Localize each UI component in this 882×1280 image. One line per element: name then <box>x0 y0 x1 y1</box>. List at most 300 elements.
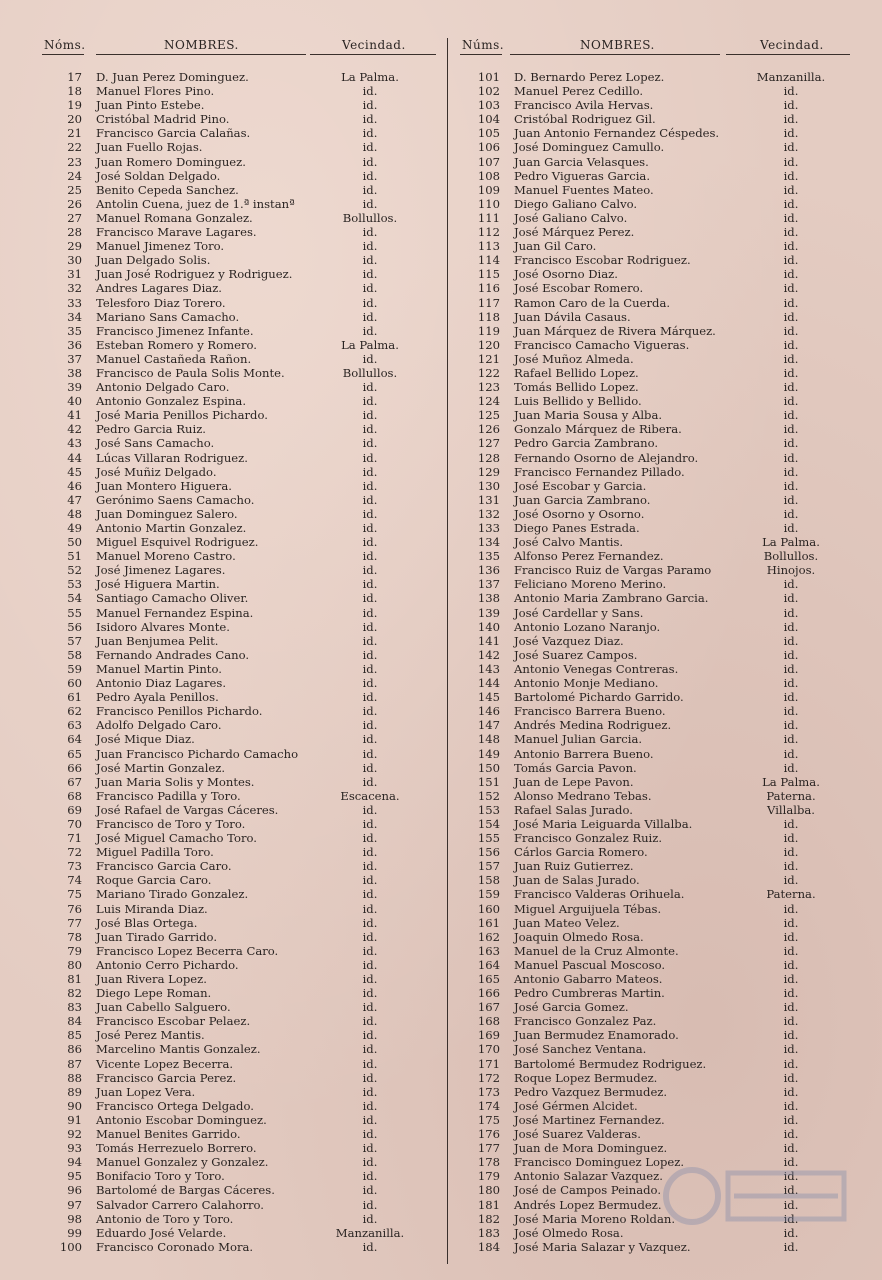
vecindad-value: id. <box>362 1127 378 1142</box>
table-row <box>40 859 450 873</box>
person-name: Alfonso Perez Fernandez. <box>514 549 664 564</box>
vecindad-value: id. <box>362 873 378 888</box>
row-number: 113 <box>477 239 500 254</box>
person-name: José Márquez Perez. <box>514 225 635 240</box>
table-row <box>458 451 868 465</box>
table-row <box>458 1212 868 1226</box>
table-row <box>458 253 868 267</box>
vecindad-value: id. <box>362 267 378 282</box>
person-name: José Muñoz Almeda. <box>514 351 634 366</box>
vecindad-value: id. <box>362 1211 378 1226</box>
row-number: 169 <box>477 1028 500 1043</box>
names-header-rule <box>96 54 306 55</box>
vecindad-value: id. <box>362 1014 378 1029</box>
person-name: Ramon Caro de la Cuerda. <box>514 295 671 310</box>
vecindad-value: id. <box>362 972 378 986</box>
person-name: Cárlos Garcia Romero. <box>514 845 648 860</box>
person-name: Francisco de Paula Solis Monte. <box>96 365 285 380</box>
table-row <box>458 352 868 366</box>
person-name: Francisco Lopez Becerra Caro. <box>96 943 279 958</box>
person-name: Francisco Escobar Pelaez. <box>96 1014 251 1029</box>
row-number: 59 <box>67 661 82 676</box>
vecindad-value: id. <box>783 1183 799 1198</box>
vecindad-value: id. <box>783 168 799 183</box>
row-number: 173 <box>477 1084 500 1099</box>
table-row <box>458 1014 868 1028</box>
names-header: NOMBRES. <box>580 38 655 52</box>
table-row <box>458 225 868 239</box>
person-name: Bonifacio Toro y Toro. <box>96 1169 225 1184</box>
vecindad-value: id. <box>362 380 378 395</box>
left-rows <box>40 70 450 1254</box>
person-name: José Cardellar y Sans. <box>514 605 644 620</box>
person-name: José de Campos Peinado. <box>514 1183 662 1198</box>
person-name: Francisco Ortega Delgado. <box>96 1098 254 1113</box>
table-row <box>458 1057 868 1071</box>
person-name: Manuel Flores Pino. <box>96 84 215 99</box>
row-number: 179 <box>477 1169 500 1184</box>
row-number: 118 <box>477 309 500 324</box>
person-name: Rafael Bellido Lopez. <box>514 365 639 380</box>
row-number: 107 <box>477 154 500 169</box>
vecindad-value: id. <box>783 1239 799 1254</box>
vecindad-value: id. <box>783 901 799 916</box>
table-row <box>40 380 450 394</box>
table-row <box>458 479 868 493</box>
vecindad-value: id. <box>362 929 378 944</box>
row-number: 108 <box>477 168 500 183</box>
person-name: José Osorno y Osorno. <box>514 506 645 521</box>
row-number: 55 <box>67 605 82 620</box>
table-row <box>40 225 450 239</box>
vecindad-value: id. <box>783 647 799 662</box>
table-row <box>458 183 868 197</box>
vecindad-value: id. <box>362 1239 378 1254</box>
table-row <box>40 296 450 310</box>
vecindad-value: id. <box>362 394 378 409</box>
vecindad-value: Bollullos. <box>342 210 398 225</box>
vecindad-value: id. <box>362 816 378 831</box>
person-name: Esteban Romero y Romero. <box>96 337 257 352</box>
row-number: 102 <box>477 84 500 99</box>
person-name: Miguel Arguijuela Tébas. <box>514 901 662 916</box>
row-number: 58 <box>67 647 82 662</box>
vecindad-value: id. <box>362 154 378 169</box>
vecindad-value: id. <box>783 1014 799 1029</box>
person-name: Eduardo José Velarde. <box>96 1225 227 1240</box>
person-name: Antonio Delgado Caro. <box>96 380 230 395</box>
person-name: Francisco Gonzalez Ruiz. <box>514 831 663 846</box>
row-number: 23 <box>67 154 82 169</box>
person-name: Juan Ruiz Gutierrez. <box>514 859 634 874</box>
row-number: 80 <box>67 957 82 972</box>
row-number: 63 <box>67 718 82 733</box>
vecindad-value: id. <box>783 831 799 846</box>
row-number: 98 <box>67 1211 82 1226</box>
vecindad-value: id. <box>783 619 799 634</box>
row-number: 106 <box>477 140 500 155</box>
row-number: 109 <box>477 182 500 197</box>
vecindad-value: id. <box>783 239 799 254</box>
table-row <box>40 606 450 620</box>
table-row <box>40 479 450 493</box>
table-row <box>458 902 868 916</box>
person-name: José Gérmen Alcidet. <box>514 1098 638 1113</box>
person-name: Juan Francisco Pichardo Camacho <box>96 746 299 761</box>
person-name: José Escobar y Garcia. <box>514 478 647 493</box>
row-number: 178 <box>477 1155 500 1170</box>
vecindad-value: id. <box>783 633 799 648</box>
person-name: Juan Delgado Solis. <box>96 253 211 268</box>
person-name: Francisco Marave Lagares. <box>96 225 257 240</box>
row-number: 141 <box>477 633 500 648</box>
vecindad-value: id. <box>362 1169 378 1184</box>
row-number: 30 <box>67 253 82 268</box>
vecindad-value: Paterna. <box>766 887 816 902</box>
row-number: 171 <box>477 1056 500 1071</box>
person-name: Mariano Sans Camacho. <box>96 309 240 324</box>
vecindad-value: id. <box>783 365 799 380</box>
table-row <box>458 1028 868 1042</box>
person-name: Juan Garcia Zambrano. <box>514 492 651 507</box>
row-number: 29 <box>67 239 82 254</box>
person-name: Manuel Julian Garcia. <box>514 732 643 747</box>
row-number: 177 <box>477 1141 500 1156</box>
person-name: Roque Lopez Bermudez. <box>514 1070 658 1085</box>
vecindad-value: id. <box>783 323 799 338</box>
table-row <box>458 1000 868 1014</box>
vecindad-value: id. <box>783 1098 799 1113</box>
person-name: Juan de Mora Dominguez. <box>514 1141 668 1156</box>
vecindad-value: id. <box>362 986 378 1001</box>
vecindad-value: id. <box>783 732 799 747</box>
table-row <box>458 662 868 676</box>
table-row <box>458 465 868 479</box>
row-number: 111 <box>477 210 500 225</box>
vecindad-value: id. <box>362 746 378 761</box>
row-number: 27 <box>67 210 82 225</box>
row-number: 153 <box>477 802 500 817</box>
vecindad-value: id. <box>362 253 378 268</box>
table-row <box>458 1099 868 1113</box>
row-number: 159 <box>477 887 500 902</box>
person-name: Juan de Salas Jurado. <box>514 873 640 888</box>
person-name: José Galiano Calvo. <box>514 210 628 225</box>
row-number: 105 <box>477 126 500 141</box>
row-number: 34 <box>67 309 82 324</box>
table-row <box>458 1169 868 1183</box>
vecindad-value: id. <box>783 1028 799 1043</box>
table-row <box>40 310 450 324</box>
table-row <box>40 1042 450 1056</box>
row-number: 116 <box>477 281 500 296</box>
row-number: 162 <box>477 929 500 944</box>
table-row <box>458 338 868 352</box>
person-name: D. Juan Perez Dominguez. <box>96 70 249 84</box>
table-row <box>40 916 450 930</box>
vecindad-value: id. <box>783 929 799 944</box>
vecindad-value: id. <box>783 506 799 521</box>
row-number: 140 <box>477 619 500 634</box>
person-name: Pedro Garcia Zambrano. <box>514 436 659 451</box>
vecindad-value: id. <box>783 1056 799 1071</box>
person-name: Antonio Diaz Lagares. <box>96 676 227 691</box>
vecindad-value: id. <box>783 210 799 225</box>
person-name: Juan Gil Caro. <box>514 239 597 254</box>
table-row <box>458 1113 868 1127</box>
person-name: Francisco Ruiz de Vargas Paramo <box>514 563 712 578</box>
table-row <box>458 1240 868 1254</box>
person-name: Manuel Moreno Castro. <box>96 549 236 564</box>
vecindad-value: id. <box>362 309 378 324</box>
person-name: Antonio Lozano Naranjo. <box>514 619 661 634</box>
row-number: 158 <box>477 873 500 888</box>
person-name: Manuel Pascual Moscoso. <box>514 957 666 972</box>
vecindad-value: id. <box>362 464 378 479</box>
person-name: Miguel Esquivel Rodriguez. <box>96 535 259 550</box>
row-number: 60 <box>67 676 82 691</box>
table-row <box>458 986 868 1000</box>
person-name: Andres Lagares Diaz. <box>96 281 222 296</box>
row-number: 91 <box>67 1112 82 1127</box>
person-name: Antonio Gonzalez Espina. <box>96 394 247 409</box>
person-name: José Muñiz Delgado. <box>96 464 217 479</box>
vecindad-value: id. <box>362 831 378 846</box>
table-row <box>458 98 868 112</box>
table-row <box>40 436 450 450</box>
table-row <box>40 366 450 380</box>
row-number: 54 <box>67 591 82 606</box>
row-number: 123 <box>477 380 500 395</box>
table-row <box>458 930 868 944</box>
person-name: Francisco Padilla y Toro. <box>96 788 241 803</box>
table-row <box>40 408 450 422</box>
row-number: 82 <box>67 986 82 1001</box>
vecindad-value: id. <box>783 718 799 733</box>
table-row <box>40 1141 450 1155</box>
vecindad-header: Vecindad. <box>760 38 824 52</box>
person-name: José Dominguez Camullo. <box>514 140 665 155</box>
table-row <box>40 451 450 465</box>
table-row <box>458 267 868 281</box>
row-number: 145 <box>477 690 500 705</box>
person-name: Juan Mateo Velez. <box>514 915 620 930</box>
row-number: 127 <box>477 436 500 451</box>
row-number: 28 <box>67 225 82 240</box>
person-name: Feliciano Moreno Merino. <box>514 577 667 592</box>
vecindad-value: id. <box>362 704 378 719</box>
table-row <box>40 761 450 775</box>
table-row <box>458 535 868 549</box>
vecindad-value: id. <box>362 1141 378 1156</box>
table-row <box>458 211 868 225</box>
table-row <box>40 718 450 732</box>
row-number: 39 <box>67 380 82 395</box>
person-name: Vicente Lopez Becerra. <box>96 1056 234 1071</box>
person-name: Tomás Herrezuelo Borrero. <box>96 1141 257 1156</box>
person-name: José Olmedo Rosa. <box>514 1225 624 1240</box>
vecindad-value: La Palma. <box>341 70 399 84</box>
row-number: 50 <box>67 535 82 550</box>
person-name: Antonio Cerro Pichardo. <box>96 957 239 972</box>
row-number: 167 <box>477 1000 500 1015</box>
table-row <box>458 521 868 535</box>
person-name: Antonio Maria Zambrano Garcia. <box>514 591 709 606</box>
row-number: 148 <box>477 732 500 747</box>
person-name: Manuel Fernandez Espina. <box>96 605 254 620</box>
row-number: 136 <box>477 563 500 578</box>
row-number: 87 <box>67 1056 82 1071</box>
person-name: José Perez Mantis. <box>96 1028 205 1043</box>
vecindad-value: Manzanilla. <box>335 1225 405 1240</box>
person-name: José Maria Leiguarda Villalba. <box>514 816 693 831</box>
person-name: Juan Fuello Rojas. <box>96 140 203 155</box>
vecindad-value: id. <box>362 1056 378 1071</box>
table-row <box>458 281 868 295</box>
row-number: 96 <box>67 1183 82 1198</box>
table-row <box>458 408 868 422</box>
row-number: 183 <box>477 1225 500 1240</box>
row-number: 21 <box>67 126 82 141</box>
row-number: 53 <box>67 577 82 592</box>
row-number: 70 <box>67 816 82 831</box>
row-number: 128 <box>477 450 500 465</box>
vecindad-value: id. <box>362 84 378 99</box>
row-number: 154 <box>477 816 500 831</box>
table-row <box>458 1226 868 1240</box>
vecindad-value: id. <box>362 802 378 817</box>
person-name: Manuel Romana Gonzalez. <box>96 210 253 225</box>
person-name: Juan Montero Higuera. <box>96 478 232 493</box>
vecindad-value: id. <box>783 450 799 465</box>
vecindad-value: id. <box>783 225 799 240</box>
person-name: Bartolomé Pichardo Garrido. <box>514 690 684 705</box>
table-row <box>40 70 450 84</box>
vecindad-value: id. <box>783 1197 799 1212</box>
vecindad-value: id. <box>783 267 799 282</box>
row-number: 119 <box>477 323 500 338</box>
person-name: Diego Galiano Calvo. <box>514 196 638 211</box>
row-number: 172 <box>477 1070 500 1085</box>
row-number: 48 <box>67 506 82 521</box>
row-number: 99 <box>67 1225 82 1240</box>
table-row <box>458 845 868 859</box>
vecindad-value: id. <box>362 887 378 902</box>
vecindad-value: id. <box>783 591 799 606</box>
person-name: Antolin Cuena, juez de 1.ª instanª <box>96 196 295 211</box>
vecindad-value: id. <box>783 957 799 972</box>
table-row <box>40 126 450 140</box>
names-header: NOMBRES. <box>164 38 239 52</box>
table-row <box>458 761 868 775</box>
table-row <box>458 197 868 211</box>
table-row <box>458 718 868 732</box>
vecindad-value: id. <box>362 295 378 310</box>
person-name: José Maria Moreno Roldan. <box>514 1211 676 1226</box>
table-row <box>40 887 450 901</box>
table-row <box>458 1127 868 1141</box>
row-number: 43 <box>67 436 82 451</box>
row-number: 41 <box>67 408 82 423</box>
row-number: 38 <box>67 365 82 380</box>
row-number: 78 <box>67 929 82 944</box>
row-number: 142 <box>477 647 500 662</box>
table-row <box>40 1155 450 1169</box>
table-row <box>40 253 450 267</box>
table-row <box>40 930 450 944</box>
vecindad-value: id. <box>783 1127 799 1142</box>
vecindad-value: id. <box>783 1112 799 1127</box>
row-number: 164 <box>477 957 500 972</box>
row-number: 44 <box>67 450 82 465</box>
table-row <box>458 958 868 972</box>
row-number: 65 <box>67 746 82 761</box>
table-row <box>40 1014 450 1028</box>
vecindad-value: id. <box>783 845 799 860</box>
person-name: Juan Benjumea Pelit. <box>96 633 219 648</box>
table-row <box>40 1113 450 1127</box>
person-name: Manuel Martin Pinto. <box>96 661 222 676</box>
table-row <box>40 789 450 803</box>
person-name: Francisco Garcia Caro. <box>96 859 232 874</box>
row-number: 32 <box>67 281 82 296</box>
vecindad-value: id. <box>362 521 378 535</box>
person-name: Isidoro Alvares Monte. <box>96 619 230 634</box>
table-row <box>40 1198 450 1212</box>
person-name: Antonio Monje Mediano. <box>514 676 659 691</box>
table-row <box>40 775 450 789</box>
num-header-rule <box>460 54 502 55</box>
person-name: José Calvo Mantis. <box>514 535 624 550</box>
right-column <box>458 34 868 1274</box>
person-name: Juan Dávila Casaus. <box>514 309 631 324</box>
vecindad-value: id. <box>783 1169 799 1184</box>
person-name: José Suarez Campos. <box>514 647 638 662</box>
vecindad-value: Paterna. <box>766 788 816 803</box>
person-name: Juan Márquez de Rivera Márquez. <box>514 323 716 338</box>
row-number: 184 <box>477 1239 500 1254</box>
table-row <box>458 747 868 761</box>
person-name: Fernando Osorno de Alejandro. <box>514 450 699 465</box>
table-row <box>458 591 868 605</box>
person-name: José Maria Salazar y Vazquez. <box>514 1239 691 1254</box>
row-number: 25 <box>67 182 82 197</box>
right-rows <box>458 70 868 1254</box>
table-row <box>458 704 868 718</box>
vecindad-value: id. <box>783 1070 799 1085</box>
row-number: 126 <box>477 422 500 437</box>
table-row <box>458 789 868 803</box>
vecindad-value: id. <box>783 394 799 409</box>
table-row <box>458 549 868 563</box>
row-number: 52 <box>67 563 82 578</box>
column-divider <box>447 38 448 1264</box>
row-number: 22 <box>67 140 82 155</box>
vecindad-value: id. <box>362 1098 378 1113</box>
person-name: Gonzalo Márquez de Ribera. <box>514 422 682 437</box>
vecindad-value: id. <box>783 676 799 691</box>
table-row <box>40 112 450 126</box>
person-name: Juan Antonio Fernandez Céspedes. <box>514 126 720 141</box>
row-number: 74 <box>67 873 82 888</box>
vecindad-value: id. <box>362 1070 378 1085</box>
row-number: 18 <box>67 84 82 99</box>
person-name: José Osorno Diaz. <box>514 267 618 282</box>
vecindad-value: id. <box>362 591 378 606</box>
num-header: Nóms. <box>44 38 86 52</box>
table-row <box>458 126 868 140</box>
row-number: 155 <box>477 831 500 846</box>
